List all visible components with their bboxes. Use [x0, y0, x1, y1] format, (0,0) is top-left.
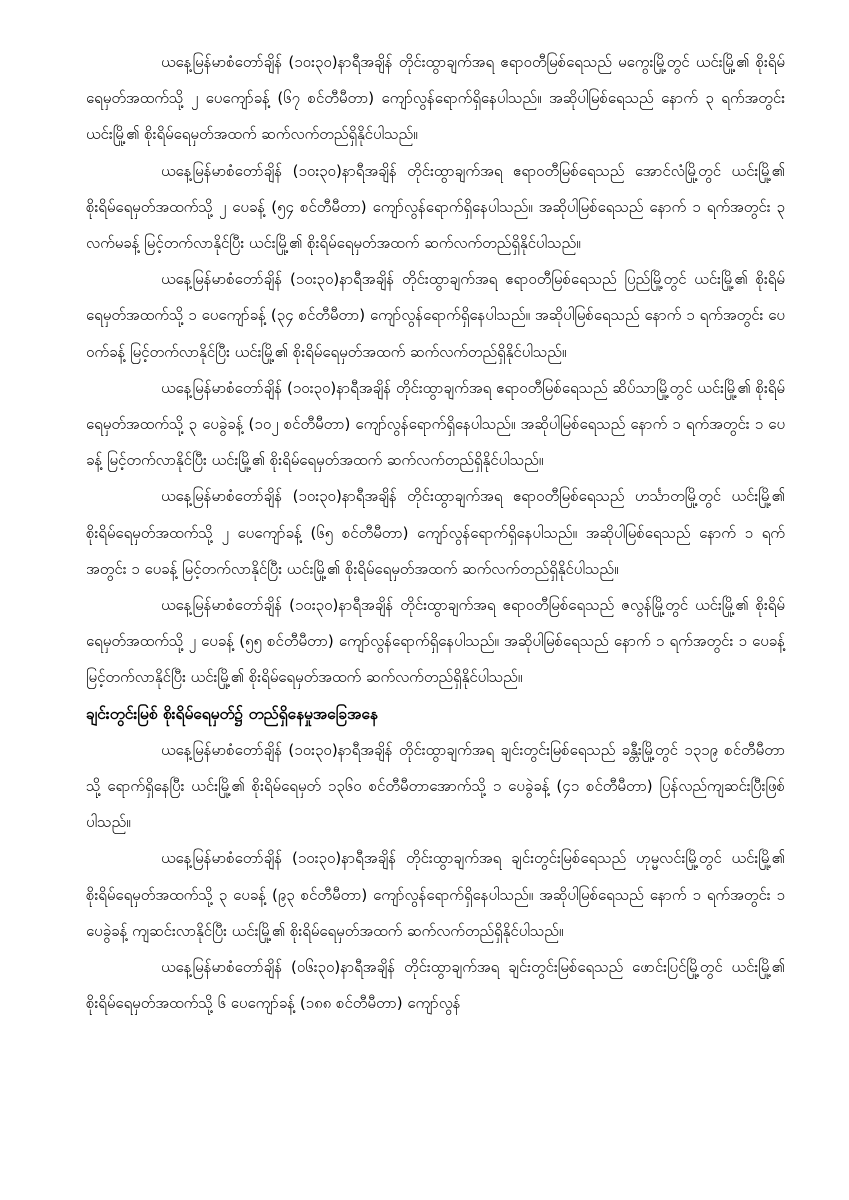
paragraph-chindwin-homalin: ယနေ့မြန်မာစံတော်ချိန် (၁၀း၃၀)နာရီအချိန် တိုင်းထွာချက်အရ ချင်းတွင်းမြစ်ရေသည် ဟုမ္မလင်းမြို့တွင် ယင်းမြို့၏ စိုးရိမ်ရေမှတ်အထက်သို့ ၃ ပေခန့် (၉၃ စင်တီမီတာ) ကျော်လွန်ရောက်ရှိနေပါသည်။ အဆိုပါမြစ်ရေသည် နောက် ၁ ရက်အတွင်း ၁ ပေခွဲခန့် ကျဆင်းလာနိုင်ပြီး ယင်းမြို့၏ စိုးရိမ်ရေမှတ်အထက် ဆက်လက်တည်ရှိနိုင်ပါသည်။ — [86, 849, 785, 940]
paragraph-irrawaddy-zalun: ယနေ့မြန်မာစံတော်ချိန် (၁၀း၃၀)နာရီအချိန် တိုင်းထွာချက်အရ ဧရာဝတီမြစ်ရေသည် ဇလွန်မြို့တွင် ယင်းမြို့၏ စိုးရိမ်ရေမှတ်အထက်သို့ ၂ ပေခန့် (၅၅ စင်တီမီတာ) ကျော်လွန်ရောက်ရှိနေပါသည်။ အဆိုပါမြစ်ရေသည် နောက် ၁ ရက်အတွင်း ၁ ပေခန့် မြင့်တက်လာနိုင်ပြီး ယင်းမြို့၏ စိုးရိမ်ရေမှတ်အထက် ဆက်လက်တည်ရှိနိုင်ပါသည်။ — [86, 596, 785, 687]
paragraph-irrawaddy-aunglan: ယနေ့မြန်မာစံတော်ချိန် (၁၀း၃၀)နာရီအချိန် တိုင်းထွာချက်အရ ဧရာဝတီမြစ်ရေသည် အောင်လံမြို့တွင် ယင်းမြို့၏ စိုးရိမ်ရေမှတ်အထက်သို့ ၂ ပေခန့် (၅၄ စင်တီမီတာ) ကျော်လွန်ရောက်ရှိနေပါသည်။ အဆိုပါမြစ်ရေသည် နောက် ၁ ရက်အတွင်း ၃ လက်မခန့် မြင့်တက်လာနိုင်ပြီး ယင်းမြို့၏ စိုးရိမ်ရေမှတ်အထက် ဆက်လက်တည်ရှိနိုင်ပါသည်။ — [86, 161, 785, 253]
paragraph-irrawaddy-hinthada: ယနေ့မြန်မာစံတော်ချိန် (၁၀း၃၀)နာရီအချိန် တိုင်းထွာချက်အရ ဧရာဝတီမြစ်ရေသည် ဟင်္သာတမြို့တွင် ယင်းမြို့၏ စိုးရိမ်ရေမှတ်အထက်သို့ ၂ ပေကျော်ခန့် (၆၅ စင်တီမီတာ) ကျော်လွန်ရောက်ရှိနေပါသည်။ အဆိုပါမြစ်ရေသည် နောက် ၁ ရက်အတွင်း ၁ ပေခန့် မြင့်တက်လာနိုင်ပြီး ယင်းမြို့၏ စိုးရိမ်ရေမှတ်အထက် ဆက်လက်တည်ရှိနိုင်ပါသည်။ — [86, 487, 785, 578]
paragraph-irrawaddy-pyay: ယနေ့မြန်မာစံတော်ချိန် (၁၀း၃၀)နာရီအချိန် တိုင်းထွာချက်အရ ဧရာဝတီမြစ်ရေသည် ပြည်မြို့တွင် ယင်းမြို့၏ စိုးရိမ်ရေမှတ်အထက်သို့ ၁ ပေကျော်ခန့် (၃၄ စင်တီမီတာ) ကျော်လွန်ရောက်ရှိနေပါသည်။ အဆိုပါမြစ်ရေသည် နောက် ၁ ရက်အတွင်း ပေဝက်ခန့် မြင့်တက်လာနိုင်ပြီး ယင်းမြို့၏ စိုးရိမ်ရေမှတ်အထက် ဆက်လက်တည်ရှိနိုင်ပါသည်။ — [86, 270, 785, 361]
paragraph-irrawaddy-magway: ယနေ့မြန်မာစံတော်ချိန် (၁၀း၃၀)နာရီအချိန် တိုင်းထွာချက်အရ ဧရာဝတီမြစ်ရေသည် မကွေးမြို့တွင် ယင်းမြို့၏ စိုးရိမ်ရေမှတ်အထက်သို့ ၂ ပေကျော်ခန့် (၆၇ စင်တီမီတာ) ကျော်လွန်ရောက်ရှိနေပါသည်။ အဆိုပါမြစ်ရေသည် နောက် ၃ ရက်အတွင်း ယင်းမြို့၏ စိုးရိမ်ရေမှတ်အထက် ဆက်လက်တည်ရှိနိုင်ပါသည်။ — [86, 53, 785, 144]
section-heading-chindwin: ချင်းတွင်းမြစ် စိုးရိမ်ရေမှတ်၌ တည်ရှိနေမှုအခြေအနေ — [86, 704, 378, 723]
paragraph-irrawaddy-seiktha: ယနေ့မြန်မာစံတော်ချိန် (၁၀း၃၀)နာရီအချိန် တိုင်းထွာချက်အရ ဧရာဝတီမြစ်ရေသည် ဆိပ်သာမြို့တွင် ယင်းမြို့၏ စိုးရိမ်ရေမှတ်အထက်သို့ ၃ ပေခွဲခန့် (၁၀၂ စင်တီမီတာ) ကျော်လွန်ရောက်ရှိနေပါသည်။ အဆိုပါမြစ်ရေသည် နောက် ၁ ရက်အတွင်း ၁ ပေခန့် မြင့်တက်လာနိုင်ပြီး ယင်းမြို့၏ စိုးရိမ်ရေမှတ်အထက် ဆက်လက်တည်ရှိနိုင်ပါသည်။ — [86, 378, 785, 470]
paragraph-chindwin-khamti: ယနေ့မြန်မာစံတော်ချိန် (၁၀း၃၀)နာရီအချိန် တိုင်းထွာချက်အရ ချင်းတွင်းမြစ်ရေသည် ခန္တီးမြို့တွင် ၁၃၁၉ စင်တီမီတာသို့ ရောက်ရှိနေပြီး ယင်းမြို့၏ စိုးရိမ်ရေမှတ် ၁၃၆၀ စင်တီမီတာအောက်သို့ ၁ ပေခွဲခန့် (၄၁ စင်တီမီတာ) ပြန်လည်ကျဆင်းပြီးဖြစ်ပါသည်။ — [86, 740, 785, 832]
paragraph-chindwin-phaungpyin: ယနေ့မြန်မာစံတော်ချိန် (၀၆း၃၀)နာရီအချိန် တိုင်းထွာချက်အရ ချင်းတွင်းမြစ်ရေသည် ဖောင်းပြင်မြို့တွင် ယင်းမြို့၏ စိုးရိမ်ရေမှတ်အထက်သို့ ၆ ပေကျော်ခန့် (၁၈၈ စင်တီမီတာ) ကျော်လွန် — [86, 958, 785, 1013]
